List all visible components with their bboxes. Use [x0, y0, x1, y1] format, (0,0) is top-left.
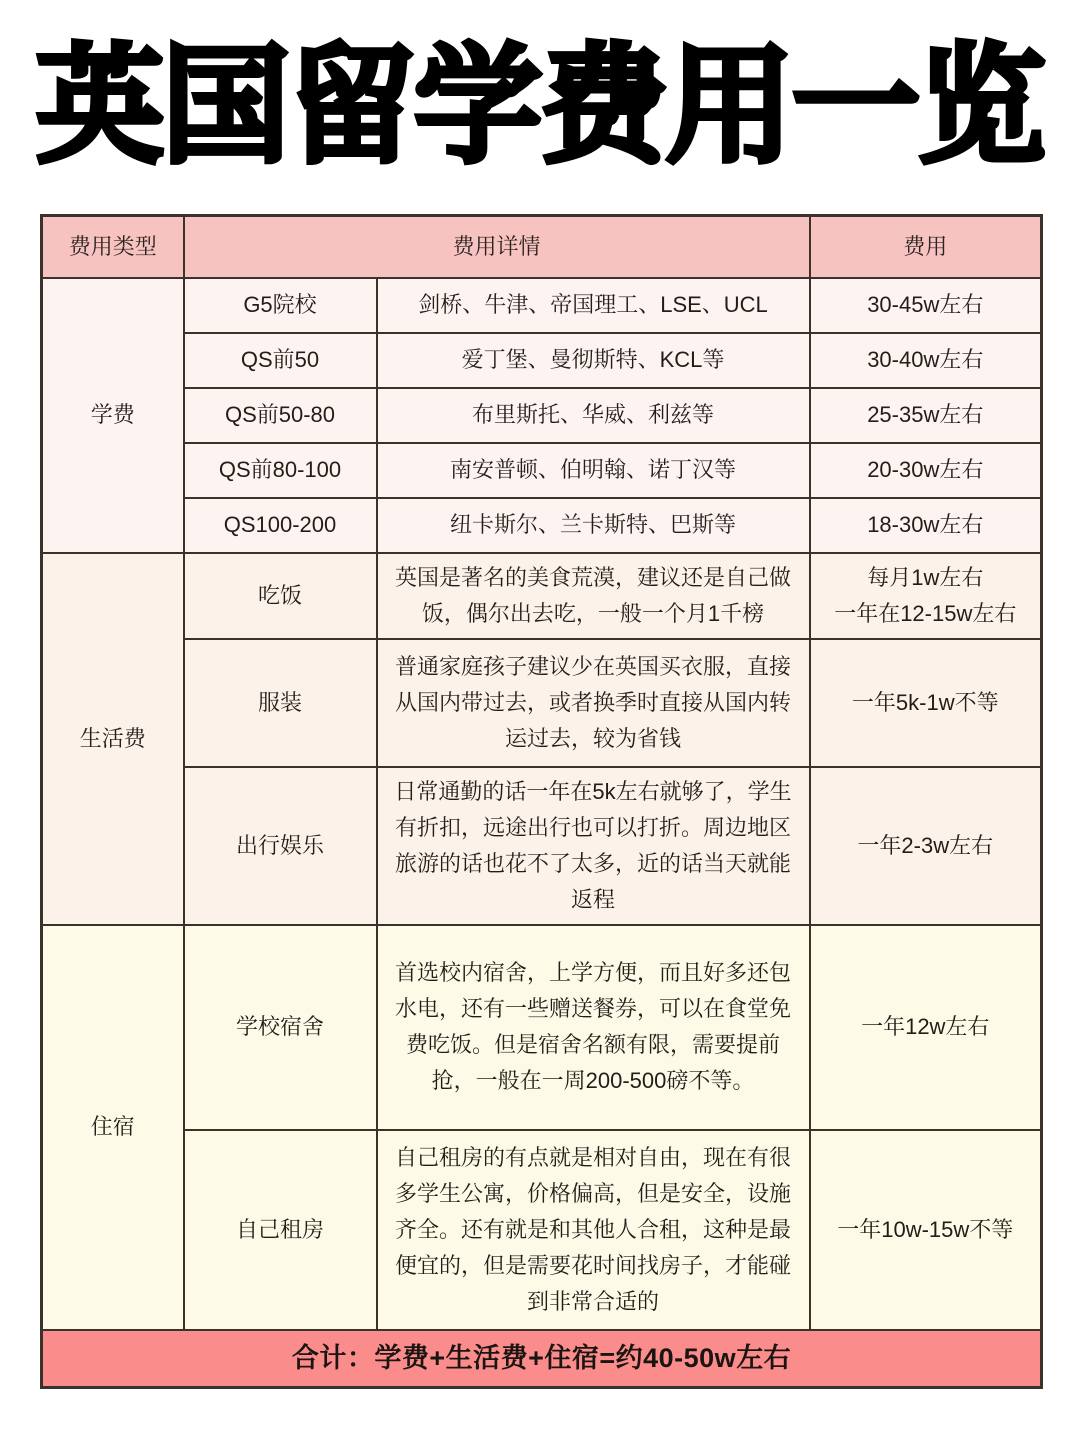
category-label-tuition: 学费	[42, 278, 184, 553]
row-fee: 20-30w左右	[810, 443, 1042, 498]
row-detail: 剑桥、牛津、帝国理工、LSE、UCL	[377, 278, 810, 333]
table-header-row	[42, 216, 1042, 278]
row-fee: 30-45w左右	[810, 278, 1042, 333]
row-subtype: 吃饭	[184, 553, 377, 639]
row-fee: 一年5k-1w不等	[810, 639, 1042, 767]
table-row	[42, 443, 1042, 498]
category-label-housing: 住宿	[42, 925, 184, 1330]
table-row	[42, 1130, 1042, 1330]
table-row	[42, 925, 1042, 1130]
header-fee: 费用	[810, 216, 1042, 278]
table-row	[42, 553, 1042, 639]
page-title: 英国留学费用一览	[35, 32, 1044, 181]
table-row	[42, 639, 1042, 767]
row-detail: 英国是著名的美食荒漠，建议还是自己做饭，偶尔出去吃，一般一个月1千榜	[377, 553, 810, 639]
row-detail: 布里斯托、华威、利兹等	[377, 388, 810, 443]
row-subtype: QS前50	[184, 333, 377, 388]
row-subtype: 出行娱乐	[184, 767, 377, 925]
row-fee-line-1: 每月1w左右	[867, 564, 984, 590]
row-detail: 纽卡斯尔、兰卡斯特、巴斯等	[377, 498, 810, 553]
row-subtype: 学校宿舍	[184, 925, 377, 1130]
cost-table	[40, 214, 1043, 1389]
row-subtype: G5院校	[184, 278, 377, 333]
cost-table-container	[40, 214, 1040, 1389]
row-fee: 30-40w左右	[810, 333, 1042, 388]
table-row	[42, 278, 1042, 333]
row-fee	[810, 553, 1042, 639]
row-fee: 一年12w左右	[810, 925, 1042, 1130]
total-row	[42, 1330, 1042, 1388]
row-detail: 首选校内宿舍，上学方便，而且好多还包水电，还有一些赠送餐券，可以在食堂免费吃饭。但是宿舍名额有限，需要提前抢，一般在一周200-500磅不等。	[377, 925, 810, 1130]
row-detail: 自己租房的有点就是相对自由，现在有很多学生公寓，价格偏高，但是安全，设施齐全。还有就是和其他人合租，这种是最便宜的，但是需要花时间找房子，才能碰到非常合适的	[377, 1130, 810, 1330]
total-label: 合计：学费+生活费+住宿=约40-50w左右	[42, 1330, 1042, 1388]
row-fee: 一年10w-15w不等	[810, 1130, 1042, 1330]
row-detail: 爱丁堡、曼彻斯特、KCL等	[377, 333, 810, 388]
table-row	[42, 767, 1042, 925]
row-fee: 一年2-3w左右	[810, 767, 1042, 925]
row-fee-line-2: 一年在12-15w左右	[834, 600, 1017, 626]
row-detail: 日常通勤的话一年在5k左右就够了，学生有折扣，远途出行也可以打折。周边地区旅游的话也花不了太多，近的话当天就能返程	[377, 767, 810, 925]
table-row	[42, 333, 1042, 388]
row-subtype: QS前50-80	[184, 388, 377, 443]
row-subtype: QS前80-100	[184, 443, 377, 498]
table-row	[42, 498, 1042, 553]
row-subtype: QS100-200	[184, 498, 377, 553]
row-fee: 18-30w左右	[810, 498, 1042, 553]
header-category: 费用类型	[42, 216, 184, 278]
row-subtype: 自己租房	[184, 1130, 377, 1330]
row-detail: 南安普顿、伯明翰、诺丁汉等	[377, 443, 810, 498]
header-detail: 费用详情	[184, 216, 810, 278]
table-row	[42, 388, 1042, 443]
row-fee: 25-35w左右	[810, 388, 1042, 443]
category-label-living: 生活费	[42, 553, 184, 925]
row-subtype: 服装	[184, 639, 377, 767]
row-detail: 普通家庭孩子建议少在英国买衣服，直接从国内带过去，或者换季时直接从国内转运过去，较为省钱	[377, 639, 810, 767]
